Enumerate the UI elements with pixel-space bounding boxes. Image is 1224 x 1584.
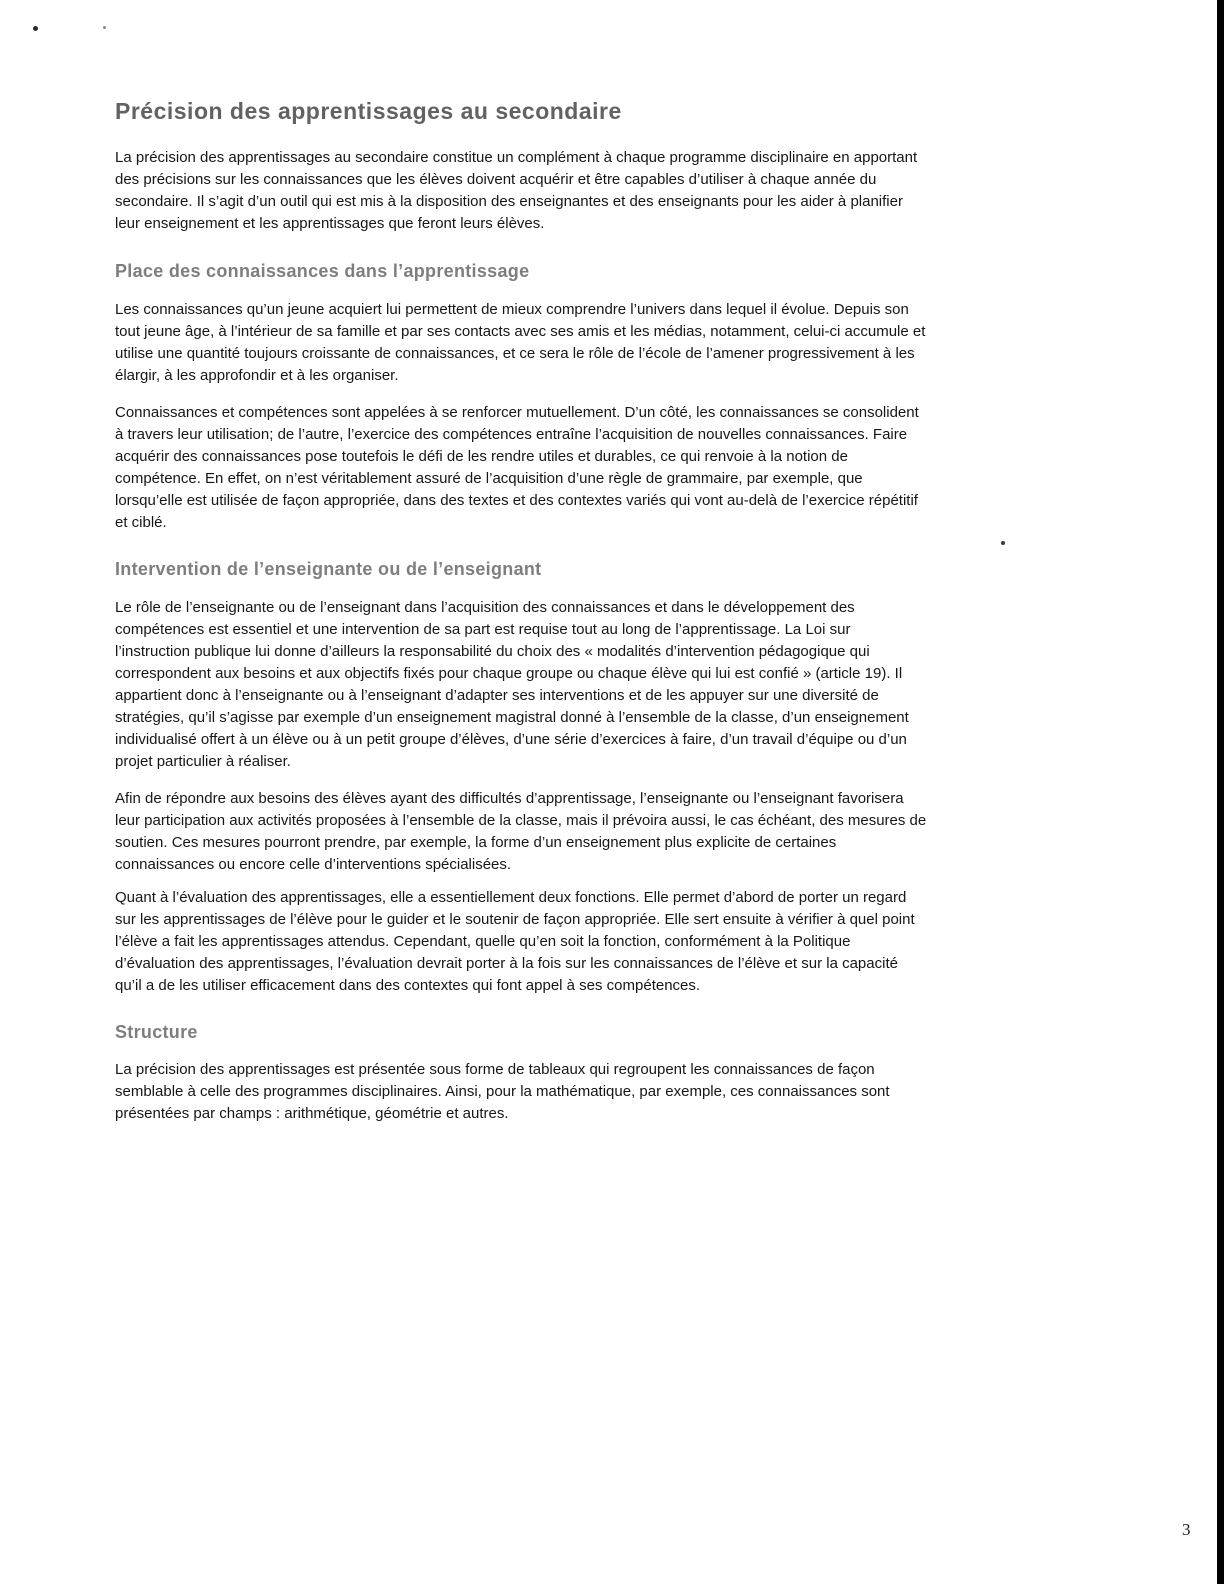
text-line: des précisions sur les connaissances que les élèves doivent acquérir et être capables d’utiliser à chaque année du — [115, 171, 877, 188]
text-line: Connaissances et compétences sont appelées à se renforcer mutuellement. D’un côté, les connaissances se consolident — [115, 404, 919, 421]
scan-speck — [33, 26, 38, 31]
scan-edge-artifact — [1217, 0, 1224, 1584]
text-line: lorsqu’elle est utilisée de façon appropriée, dans des textes et des contextes variés qui vont au-delà de l’exercice répétitif — [115, 492, 918, 509]
text-line: projet particulier à réaliser. — [115, 753, 291, 770]
paragraph-intro — [115, 147, 1027, 235]
text-line: et ciblé. — [115, 514, 167, 531]
text-line: Quant à l’évaluation des apprentissages, elle a essentiellement deux fonctions. Elle permet d’abord de porter un regard — [115, 889, 907, 906]
text-line: La précision des apprentissages est présentée sous forme de tableaux qui regroupent les connaissances de façon — [115, 1061, 875, 1078]
text-line: stratégies, qu’il s’agisse par exemple d’un enseignement magistral donné à l’ensemble de la classe, d’un enseignement — [115, 709, 909, 726]
text-line: compétence. En effet, on n’est véritablement assuré de l’acquisition d’une règle de grammaire, par exemple, que — [115, 470, 863, 487]
paragraph-intervention-1 — [115, 597, 1027, 773]
text-line: secondaire. Il s’agit d’un outil qui est mis à la disposition des enseignantes et des enseignants pour les aider à planifier — [115, 193, 903, 210]
text-line: connaissances ou encore celle d’interventions spécialisées. — [115, 856, 512, 873]
text-line: qu’il a de les utiliser efficacement dans des contextes qui font appel à ses compétences. — [115, 977, 701, 994]
paragraph-intervention-3 — [115, 887, 1027, 997]
text-line: leur participation aux activités proposées à l’ensemble de la classe, mais il prévoira aussi, le cas échéant, des mesures de — [115, 812, 927, 829]
heading-place-des-connaissances: Place des connaissances dans l’apprentissage — [115, 261, 530, 281]
text-line: élargir, à les approfondir et à les organiser. — [115, 367, 399, 384]
text-line: utilise une quantité toujours croissante de connaissances, et ce sera le rôle de l’école de l’amener progressivement à les — [115, 345, 915, 362]
text-line: soutien. Ces mesures pourront prendre, par exemple, la forme d’un enseignement plus explicite de certaines — [115, 834, 837, 851]
page-number: 3 — [1182, 1520, 1191, 1539]
text-line: présentées par champs : arithmétique, géométrie et autres. — [115, 1105, 509, 1122]
text-line: appartient donc à l’enseignante ou à l’enseignant d’adapter ses interventions et de les appuyer sur une diversité de — [115, 687, 879, 704]
text-line: La précision des apprentissages au secondaire constitue un complément à chaque programme disciplinaire en apportant — [115, 149, 918, 166]
text-line: Les connaissances qu’un jeune acquiert lui permettent de mieux comprendre l’univers dans lequel il évolue. Depuis son — [115, 301, 909, 318]
paragraph-intervention-2 — [115, 788, 1027, 876]
text-line: acquérir des connaissances pose toutefois le défi de les rendre utiles et durables, ce qui renvoie à la notion de — [115, 448, 848, 465]
text-line: d’évaluation des apprentissages, l’évaluation devrait porter à la fois sur les connaissances de l’élève et sur la capacité — [115, 955, 898, 972]
text-line: Afin de répondre aux besoins des élèves ayant des difficultés d’apprentissage, l’enseignante ou l’enseignant favorisera — [115, 790, 904, 807]
scan-speck — [1001, 541, 1005, 545]
text-line: Le rôle de l’enseignante ou de l’enseignant dans l’acquisition des connaissances et dans le développement des — [115, 599, 855, 616]
text-line: tout jeune âge, à l’intérieur de sa famille et par ses contacts avec ses amis et les médias, notamment, celui-ci accumule et — [115, 323, 926, 340]
text-line: sur les apprentissages de l’élève pour le guider et le soutenir de façon appropriée. Elle sert ensuite à vérifier à quel point — [115, 911, 915, 928]
text-line: compétences est essentiel et une intervention de sa part est requise tout au long de l’apprentissage. La Loi sur — [115, 621, 851, 638]
page-title: Précision des apprentissages au secondaire — [115, 98, 622, 124]
text-line: à travers leur utilisation; de l’autre, l’exercice des compétences entraîne l’acquisition de nouvelles connaissances. Faire — [115, 426, 908, 443]
text-line: l’élève a fait les apprentissages attendus. Cependant, quelle qu’en soit la fonction, conformément à la Politique — [115, 933, 851, 950]
text-line: correspondent aux besoins et aux objectifs fixés pour chaque groupe ou chaque élève qui lui est confié » (article 19). Il — [115, 665, 903, 682]
document-content — [115, 97, 1027, 1125]
paragraph-place-1 — [115, 299, 1027, 387]
text-line: semblable à celle des programmes disciplinaires. Ainsi, pour la mathématique, par exemple, ces connaissances sont — [115, 1083, 890, 1100]
text-line: individualisé offert à un élève ou à un petit groupe d’élèves, d’une série d’exercices à faire, d’un travail d’équipe ou d’un — [115, 731, 907, 748]
scan-speck — [103, 26, 106, 29]
text-line: l’instruction publique lui donne d’ailleurs la responsabilité du choix des « modalités d’intervention pédagogique qui — [115, 643, 870, 660]
heading-structure: Structure — [115, 1022, 198, 1042]
heading-intervention: Intervention de l’enseignante ou de l’enseignant — [115, 559, 542, 579]
paragraph-structure — [115, 1059, 1027, 1125]
paragraph-place-2 — [115, 402, 1027, 534]
text-line: leur enseignement et les apprentissages que feront leurs élèves. — [115, 215, 545, 232]
